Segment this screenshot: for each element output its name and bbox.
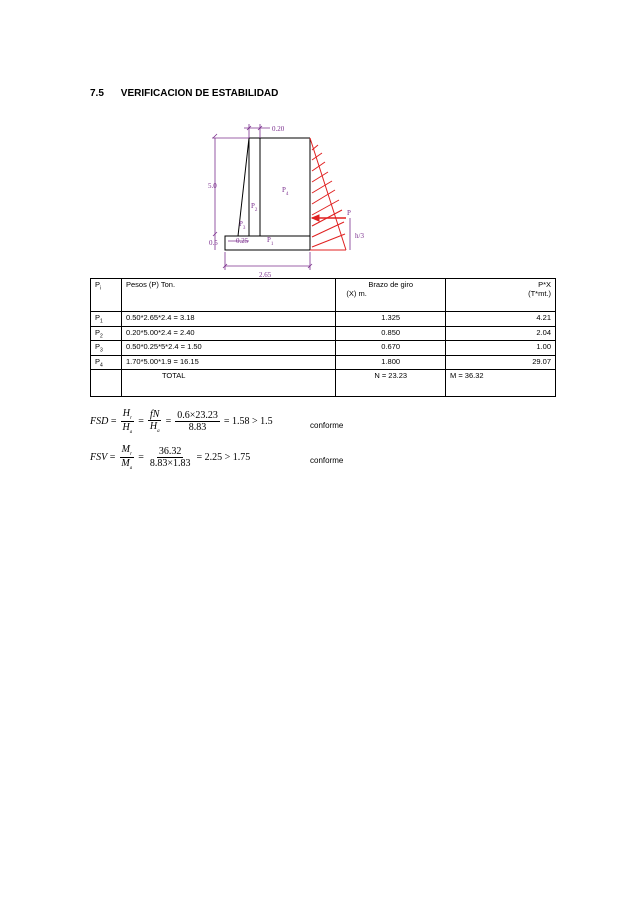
fsd-lhs: FSD: [90, 416, 109, 427]
fsv-formula: FSV = $\frac{M_r}{M_a}$ = $\frac{36.32}{8.83\times 1.83}$ = 2.25 > 1.75: [90, 444, 251, 471]
label-p1: $P_1$: [267, 236, 274, 247]
retaining-wall-diagram: [0, 0, 638, 300]
total-n: N = 23.23: [336, 370, 446, 397]
fsv-status: conforme: [310, 456, 344, 465]
table-total-row: [91, 370, 556, 397]
dim-height-label: 5.0: [208, 182, 217, 190]
label-p4: $P_4$: [282, 186, 289, 197]
force-label: P: [347, 209, 351, 217]
section-title: VERIFICACION DE ESTABILIDAD: [120, 88, 279, 99]
dim-top-label: 0.20: [272, 125, 285, 133]
stem-rect: [249, 138, 260, 236]
fsd-frac-1: $\frac{H_r}{H_a}$: [122, 408, 133, 435]
table-row: $P_2$ 0.20*5.00*2.4 = 2.40 0.850 2.04: [91, 326, 556, 341]
section-number: 7.5: [90, 88, 104, 99]
earth-pressure-diagram: [310, 138, 346, 250]
fsv-frac-2: $\frac{36.32}{8.83\times 1.83}$: [149, 446, 191, 469]
fsd-frac-2: $\frac{fN}{H_a}$: [149, 409, 160, 434]
fsv-lhs: FSV: [90, 452, 108, 463]
table-row: $P_1$ 0.50*2.65*2.4 = 3.18 1.325 4.21: [91, 312, 556, 327]
header-pi: $P_i$: [91, 279, 122, 312]
label-p3: $P_3$: [239, 220, 246, 231]
dim-footing-label: 0.5: [209, 239, 218, 247]
table-row: $P_4$ 1.70*5.00*1.9 = 16.15 1.800 29.07: [91, 355, 556, 370]
arrow-head: [312, 215, 319, 221]
dim-toe-label: 0.25: [236, 237, 249, 245]
wall-outline: [225, 138, 310, 250]
fsd-result: = 1.58 > 1.5: [223, 416, 273, 427]
header-brazo: Brazo de giro (X) m.: [336, 279, 446, 312]
table-header-row: [91, 279, 556, 312]
header-pesos: Pesos (P) Ton.: [121, 279, 335, 312]
fsv-result: = 2.25 > 1.75: [196, 452, 251, 463]
fsd-status: conforme: [310, 421, 344, 430]
stability-table: [90, 278, 556, 397]
table-row: $P_3$ 0.50*0.25*5*2.4 = 1.50 0.670 1.00: [91, 341, 556, 356]
total-label: TOTAL: [121, 370, 335, 397]
label-p2: $P_2$: [251, 202, 258, 213]
dim-base-label: 2.65: [259, 271, 272, 279]
fsv-frac-1: $\frac{M_r}{M_a}$: [121, 444, 133, 471]
fsd-frac-3: $\frac{0.6\times 23.23}{8.83}$: [177, 410, 218, 433]
total-m: M = 36.32: [445, 370, 555, 397]
force-arm-label: h/3: [355, 232, 364, 240]
fsd-formula: FSD = $\frac{H_r}{H_a}$ = $\frac{fN}{H_a}$ = $\frac{0.6\times 23.23}{8.83}$ = 1.58 > 1.5: [90, 408, 273, 435]
header-px: P*X (T*mt.): [445, 279, 555, 312]
